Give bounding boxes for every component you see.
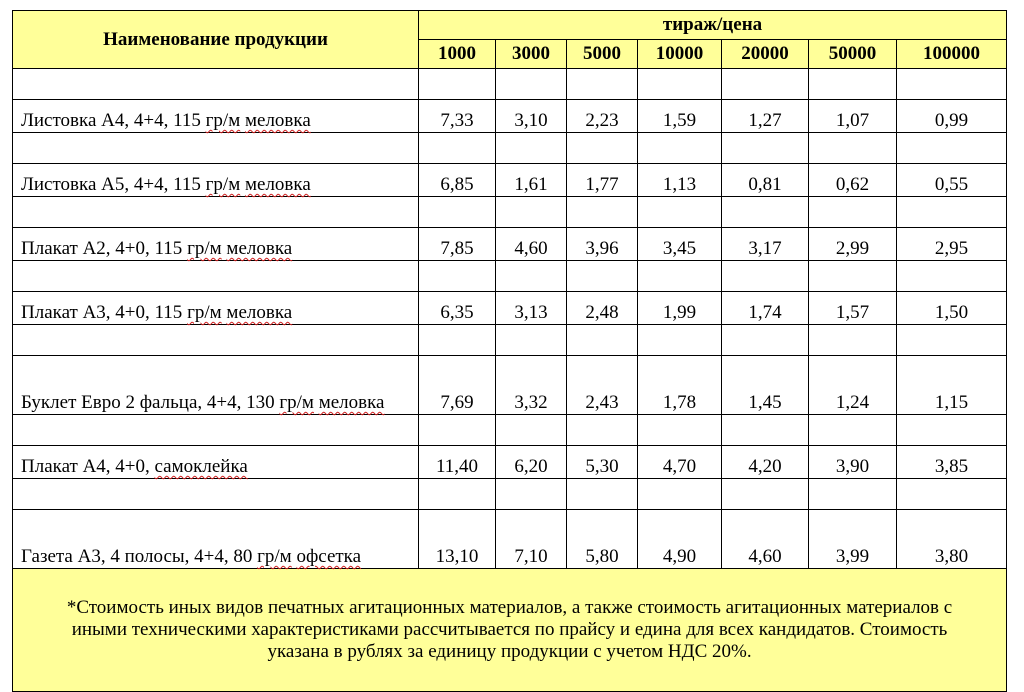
empty-cell — [567, 415, 638, 446]
empty-cell — [809, 261, 897, 292]
price-cell: 1,78 — [638, 356, 722, 415]
price-cell: 1,27 — [722, 100, 809, 133]
price-cell: 1,24 — [809, 356, 897, 415]
spacer-row — [13, 261, 1007, 292]
spellcheck-word: гр/м — [257, 546, 292, 567]
price-cell: 3,99 — [809, 510, 897, 569]
price-cell: 5,80 — [567, 510, 638, 569]
quantity-header: 1000 — [419, 40, 496, 69]
price-cell: 1,74 — [722, 292, 809, 325]
empty-cell — [722, 133, 809, 164]
empty-cell — [496, 261, 567, 292]
empty-cell — [638, 415, 722, 446]
empty-cell — [722, 261, 809, 292]
price-cell: 1,50 — [897, 292, 1007, 325]
spellcheck-word: офсетка — [296, 546, 362, 567]
product-name — [13, 292, 419, 325]
empty-cell — [567, 479, 638, 510]
table-row — [13, 228, 1007, 261]
product-name-text: Газета А3, 4 полосы, 4+4, 80 — [21, 546, 258, 567]
quantity-header: 50000 — [809, 40, 897, 69]
price-cell: 4,60 — [722, 510, 809, 569]
price-cell: 4,20 — [722, 446, 809, 479]
price-cell: 1,61 — [496, 164, 567, 197]
price-cell: 0,81 — [722, 164, 809, 197]
quantity-header: 3000 — [496, 40, 567, 69]
price-cell: 3,32 — [496, 356, 567, 415]
price-table — [12, 10, 1007, 692]
price-cell: 1,45 — [722, 356, 809, 415]
quantity-header: 100000 — [897, 40, 1007, 69]
spellcheck-word: гр/м — [205, 174, 241, 195]
price-cell: 2,43 — [567, 356, 638, 415]
empty-cell — [897, 133, 1007, 164]
spellcheck-word: меловка — [226, 302, 293, 323]
empty-cell — [419, 415, 496, 446]
product-name — [13, 164, 419, 197]
price-cell: 3,13 — [496, 292, 567, 325]
empty-cell — [496, 479, 567, 510]
table-row — [13, 164, 1007, 197]
empty-cell — [496, 133, 567, 164]
empty-cell — [419, 133, 496, 164]
empty-cell — [722, 69, 809, 100]
price-cell: 1,07 — [809, 100, 897, 133]
price-cell: 3,17 — [722, 228, 809, 261]
table-row — [13, 292, 1007, 325]
empty-cell — [809, 479, 897, 510]
empty-cell — [638, 133, 722, 164]
price-cell: 1,57 — [809, 292, 897, 325]
price-cell: 4,60 — [496, 228, 567, 261]
price-cell: 6,85 — [419, 164, 496, 197]
product-name — [13, 228, 419, 261]
price-cell: 1,15 — [897, 356, 1007, 415]
spacer-row — [13, 325, 1007, 356]
price-cell: 4,70 — [638, 446, 722, 479]
price-cell: 7,10 — [496, 510, 567, 569]
table-row — [13, 446, 1007, 479]
empty-cell — [809, 415, 897, 446]
price-cell: 6,20 — [496, 446, 567, 479]
empty-cell — [638, 479, 722, 510]
quantity-header: 20000 — [722, 40, 809, 69]
price-cell: 4,90 — [638, 510, 722, 569]
empty-cell — [809, 325, 897, 356]
empty-cell — [809, 133, 897, 164]
product-name-text: Плакат А4, 4+0, — [21, 456, 155, 477]
product-name-text: Плакат А2, 4+0, 115 — [21, 238, 188, 259]
price-cell: 13,10 — [419, 510, 496, 569]
empty-cell — [897, 325, 1007, 356]
spacer-row — [13, 415, 1007, 446]
empty-cell — [897, 197, 1007, 228]
empty-cell — [567, 133, 638, 164]
product-name-text: Плакат А3, 4+0, 115 — [21, 302, 188, 323]
price-cell: 1,59 — [638, 100, 722, 133]
empty-cell — [809, 197, 897, 228]
quantity-header: 5000 — [567, 40, 638, 69]
spellcheck-word: меловка — [318, 392, 385, 413]
price-cell: 7,85 — [419, 228, 496, 261]
product-name-text: Буклет Евро 2 фальца, 4+4, 130 — [21, 392, 280, 413]
price-cell: 0,55 — [897, 164, 1007, 197]
price-cell: 3,80 — [897, 510, 1007, 569]
table-row — [13, 510, 1007, 569]
table-row — [13, 356, 1007, 415]
empty-cell — [638, 69, 722, 100]
empty-cell — [638, 261, 722, 292]
empty-cell — [496, 69, 567, 100]
price-cell: 0,62 — [809, 164, 897, 197]
empty-cell — [722, 197, 809, 228]
quantity-header: 10000 — [638, 40, 722, 69]
price-cell: 1,13 — [638, 164, 722, 197]
product-name — [13, 510, 419, 569]
empty-cell — [638, 325, 722, 356]
spacer-row — [13, 133, 1007, 164]
empty-cell — [13, 69, 419, 100]
empty-cell — [567, 261, 638, 292]
pricing-note: *Стоимость иных видов печатных агитационных материалов, а также стоимость агитационных материалов с иными техническими характеристиками рассчитывается по прайсу и едина для всех кандидатов. Стоимость указана в рублях за единицу продукции с учетом НДС 20%. — [13, 569, 1007, 692]
empty-cell — [567, 325, 638, 356]
price-cell: 5,30 — [567, 446, 638, 479]
price-cell: 7,69 — [419, 356, 496, 415]
empty-cell — [419, 197, 496, 228]
spellcheck-word: гр/м — [205, 110, 241, 131]
price-cell: 0,99 — [897, 100, 1007, 133]
empty-cell — [638, 197, 722, 228]
price-cell: 1,77 — [567, 164, 638, 197]
empty-cell — [897, 479, 1007, 510]
empty-cell — [897, 69, 1007, 100]
price-cell: 7,33 — [419, 100, 496, 133]
empty-cell — [496, 325, 567, 356]
empty-cell — [419, 325, 496, 356]
product-name — [13, 356, 419, 415]
empty-cell — [13, 415, 419, 446]
empty-cell — [13, 133, 419, 164]
product-name-text: Листовка А4, 4+4, 115 — [21, 110, 206, 131]
empty-cell — [13, 197, 419, 228]
price-cell: 11,40 — [419, 446, 496, 479]
spellcheck-word: самоклейка — [154, 456, 248, 477]
empty-cell — [567, 69, 638, 100]
empty-cell — [567, 197, 638, 228]
empty-cell — [13, 479, 419, 510]
price-cell: 1,99 — [638, 292, 722, 325]
spellcheck-word: меловка — [244, 174, 311, 195]
product-name — [13, 100, 419, 133]
product-name-text: Листовка А5, 4+4, 115 — [21, 174, 206, 195]
empty-cell — [897, 261, 1007, 292]
empty-cell — [13, 325, 419, 356]
empty-cell — [419, 261, 496, 292]
price-cell: 6,35 — [419, 292, 496, 325]
empty-cell — [722, 415, 809, 446]
price-cell: 2,23 — [567, 100, 638, 133]
product-name-header: Наименование продукции — [13, 11, 419, 69]
price-cell: 3,90 — [809, 446, 897, 479]
empty-cell — [419, 479, 496, 510]
product-name — [13, 446, 419, 479]
price-cell: 3,96 — [567, 228, 638, 261]
price-cell: 3,45 — [638, 228, 722, 261]
empty-cell — [419, 69, 496, 100]
empty-cell — [722, 479, 809, 510]
spellcheck-word: гр/м — [187, 238, 222, 259]
spacer-row — [13, 69, 1007, 100]
table-row — [13, 100, 1007, 133]
empty-cell — [897, 415, 1007, 446]
empty-cell — [809, 69, 897, 100]
price-cell: 2,95 — [897, 228, 1007, 261]
empty-cell — [13, 261, 419, 292]
spellcheck-word: гр/м — [187, 302, 222, 323]
spacer-row — [13, 479, 1007, 510]
spellcheck-word: меловка — [226, 238, 293, 259]
price-cell: 3,85 — [897, 446, 1007, 479]
spellcheck-word: меловка — [244, 110, 311, 131]
price-cell: 2,48 — [567, 292, 638, 325]
empty-cell — [722, 325, 809, 356]
price-cell: 3,10 — [496, 100, 567, 133]
empty-cell — [496, 197, 567, 228]
empty-cell — [496, 415, 567, 446]
spellcheck-word: гр/м — [279, 392, 314, 413]
spacer-row — [13, 197, 1007, 228]
quantity-price-header: тираж/цена — [419, 11, 1007, 40]
price-cell: 2,99 — [809, 228, 897, 261]
